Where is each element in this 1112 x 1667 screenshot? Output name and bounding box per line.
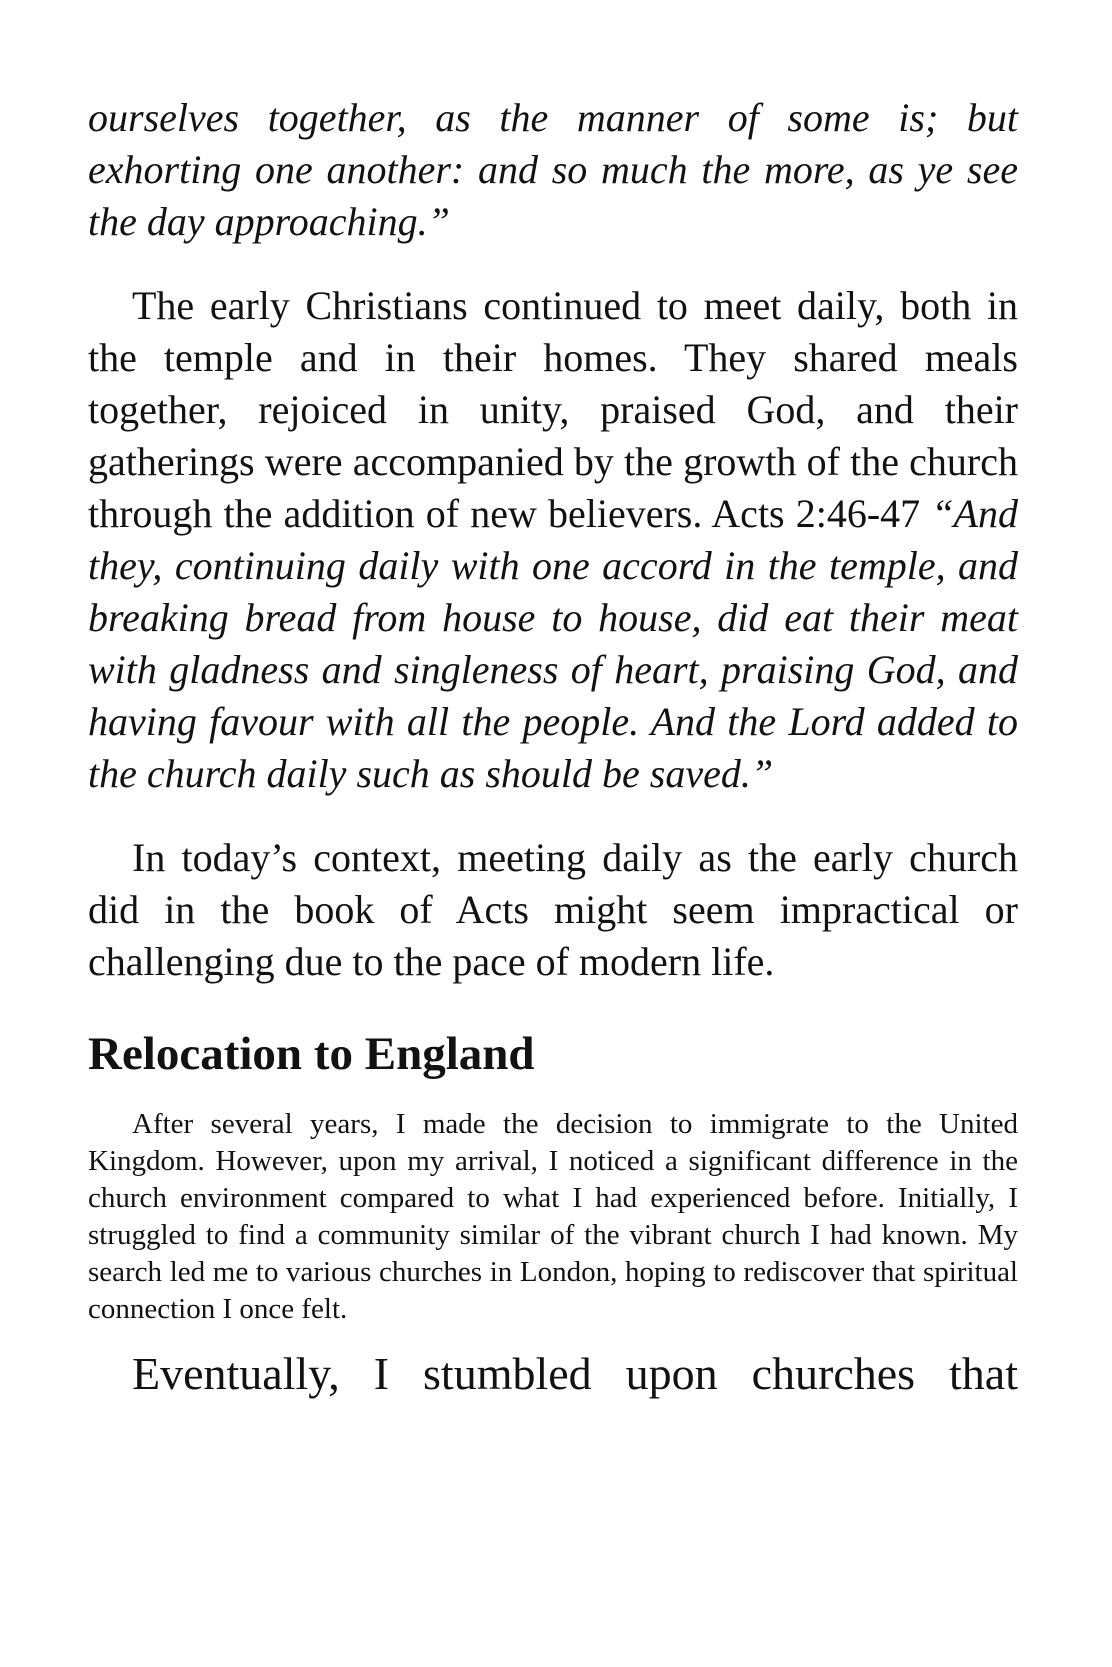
acts-scripture-quote: “And they, continuing daily with one accord in the temple, and breaking bread from house to house, did eat their meat with gladness and singleness of heart, praising God, and having favour with all the people. And the Lord added to the church daily such as should be saved.” xyxy=(88,491,1018,796)
paragraph-early-christians xyxy=(88,280,1018,800)
paragraph-relocation-story xyxy=(88,1106,1018,1328)
paragraph-todays-context xyxy=(88,832,1018,988)
paragraph-todays-context-text: In today’s context, meeting daily as the early church did in the book of Acts might seem impractical or challenging due to the pace of modern life. xyxy=(88,835,1018,984)
paragraph-eventually xyxy=(88,1346,1018,1402)
section-heading-relocation: Relocation to England xyxy=(88,1028,535,1080)
paragraph-scripture-continuation xyxy=(88,92,1018,248)
paragraph-relocation-story-text: After several years, I made the decision to immigrate to the United Kingdom. However, upon my arrival, I noticed a significant difference in the church environment compared to what I had experienced before. Initially, I struggled to find a community similar of the vibrant church I had known. My search led me to various churches in London, hoping to rediscover that spiritual connection I once felt. xyxy=(88,1108,1018,1325)
paragraph-early-christians-lead: The early Christians continued to meet daily, both in the temple and in their homes. They shared meals together, rejoiced in unity, praised God, and their gatherings were accompanied by the growth of the church through the addition of new believers. Acts 2:46-47 xyxy=(88,283,1018,536)
scripture-continuation-text: ourselves together, as the manner of some is; but exhorting one another: and so much the more, as ye see the day approaching.” xyxy=(88,95,1018,244)
paragraph-eventually-text: Eventually, I stumbled upon churches that xyxy=(132,1348,1018,1399)
